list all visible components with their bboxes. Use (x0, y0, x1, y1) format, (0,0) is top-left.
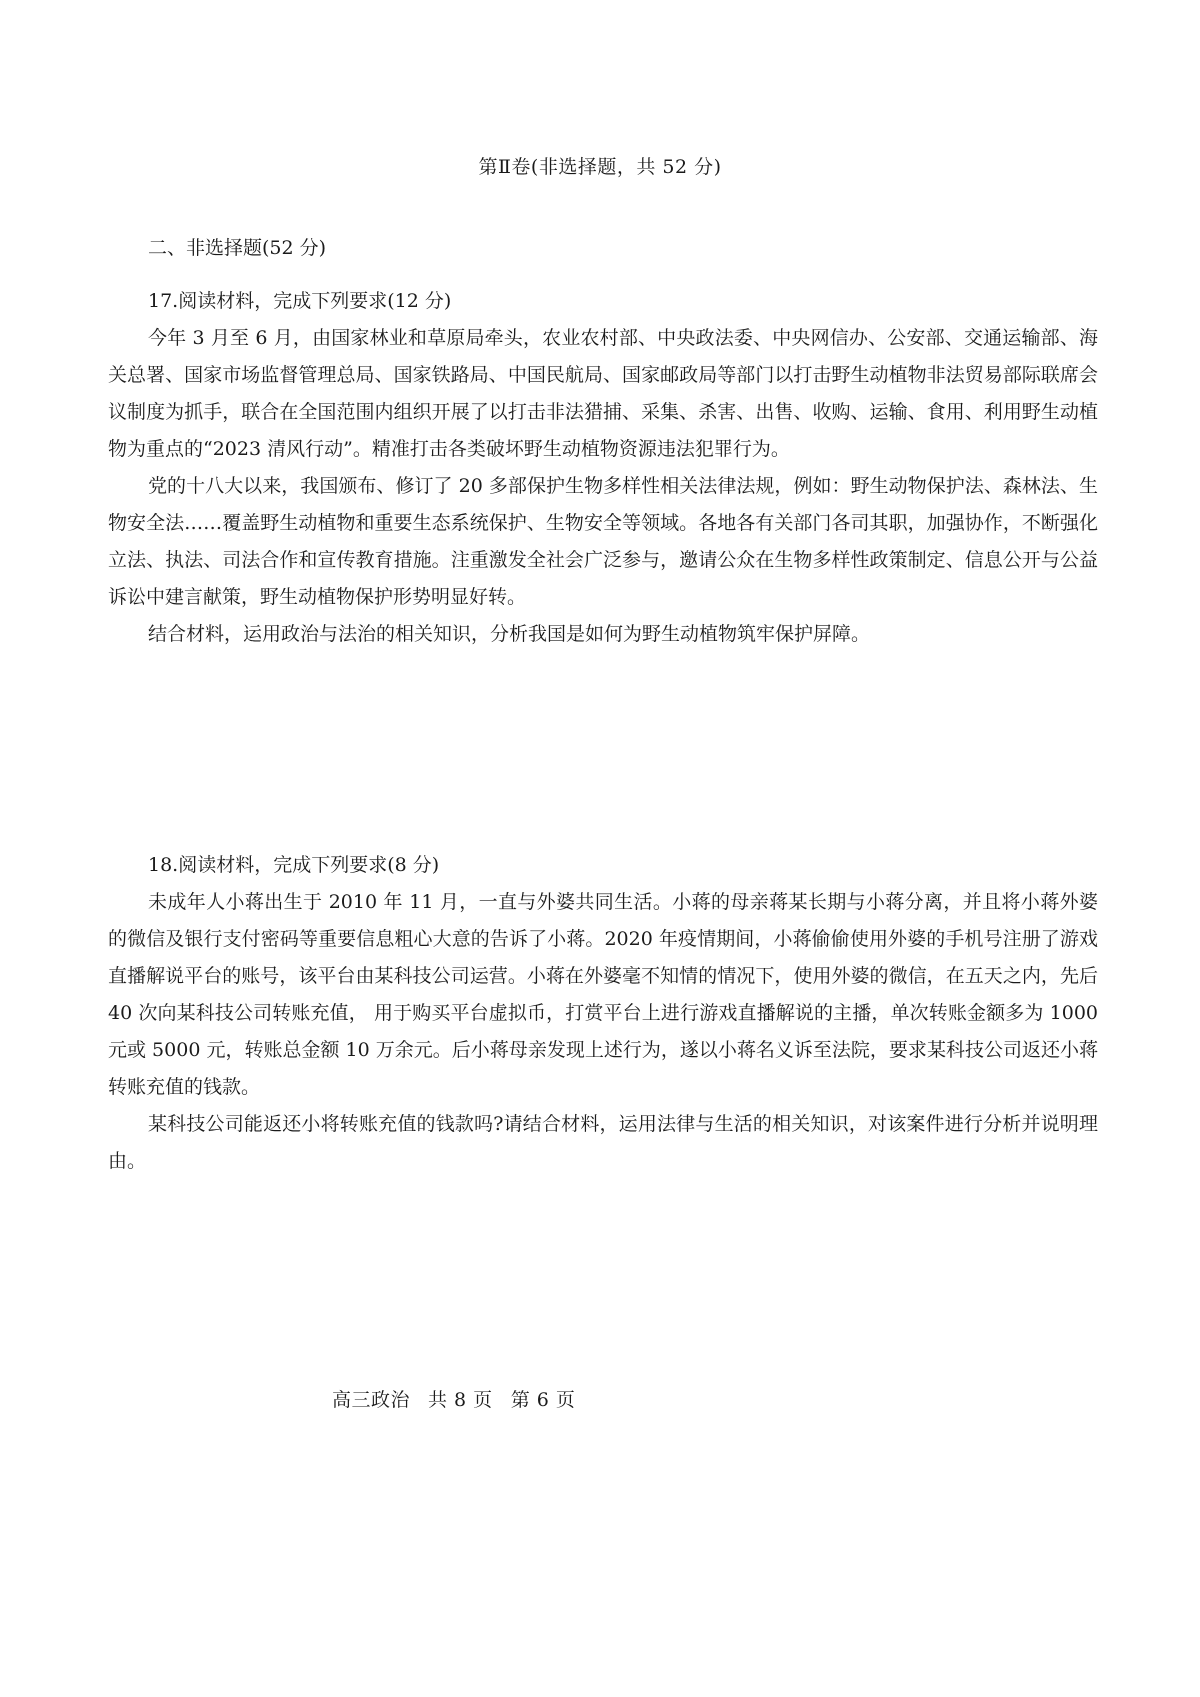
question-17-title: 17.阅读材料，完成下列要求(12 分) (148, 290, 452, 312)
footer-subject: 高三政治 (332, 1389, 411, 1411)
question-17-paragraph: 党的十八大以来，我国颁布、修订了 20 多部保护生物多样性相关法律法规，例如：野生动物保护法、森林法、生物安全法……覆盖野生动植物和重要生态系统保护、生物安全等领域。各地各有关部门各司其职，加强协作，不断强化立法、执法、司法合作和宣传教育措施。注重激发全社会广泛参与，邀请公众在生物多样性政策制定、信息公开与公益诉讼中建言献策，野生动植物保护形势明显好转。 (108, 475, 1098, 608)
page-footer (332, 1385, 575, 1412)
question-17-material (108, 320, 1098, 653)
question-17-paragraph: 今年 3 月至 6 月，由国家林业和草原局牵头，农业农村部、中央政法委、中央网信办、公安部、交通运输部、海关总署、国家市场监督管理总局、国家铁路局、中国民航局、国家邮政局等部门以打击野生动植物非法贸易部际联席会议制度为抓手，联合在全国范围内组织开展了以打击非法猎捕、采集、杀害、出售、收购、运输、食用、利用野生动植物为重点的“2023 清风行动”。精准打击各类破坏野生动植物资源违法犯罪行为。 (108, 327, 1098, 460)
question-18 (108, 847, 1098, 1180)
question-18-material (108, 884, 1098, 1180)
question-17-prompt: 结合材料，运用政治与法治的相关知识，分析我国是如何为野生动植物筑牢保护屏障。 (148, 623, 871, 645)
footer-total-pages: 共 8 页 (428, 1389, 493, 1411)
question-18-paragraph: 未成年人小蒋出生于 2010 年 11 月，一直与外婆共同生活。小蒋的母亲蒋某长期与小蒋分离，并且将小蒋外婆的微信及银行支付密码等重要信息粗心大意的告诉了小蒋。2020 年疫情期间，小蒋偷偷使用外婆的手机号注册了游戏直播解说平台的账号，该平台由某科技公司运营。小蒋在外婆毫不知情的情况下，使用外婆的微信，在五天之内，先后 40 次向某科技公司转账充值， 用于购买平台虚拟币，打赏平台上进行游戏直播解说的主播，单次转账金额多为 1000 元或 5000 元，转账总金额 10 万余元。后小蒋母亲发现上述行为，遂以小蒋名义诉至法院，要求某科技公司返还小蒋转账充值的钱款。 (108, 891, 1098, 1098)
footer-current-page: 第 6 页 (510, 1389, 576, 1411)
part-heading: 二、非选择题(52 分) (148, 237, 327, 259)
question-18-prompt: 某科技公司能返还小将转账充值的钱款吗?请结合材料，运用法律与生活的相关知识，对该案件进行分析并说明理由。 (108, 1113, 1098, 1172)
section-title: 第Ⅱ卷(非选择题，共 52 分) (478, 156, 722, 178)
question-18-title: 18.阅读材料，完成下列要求(8 分) (148, 854, 440, 876)
question-17 (108, 283, 1098, 653)
